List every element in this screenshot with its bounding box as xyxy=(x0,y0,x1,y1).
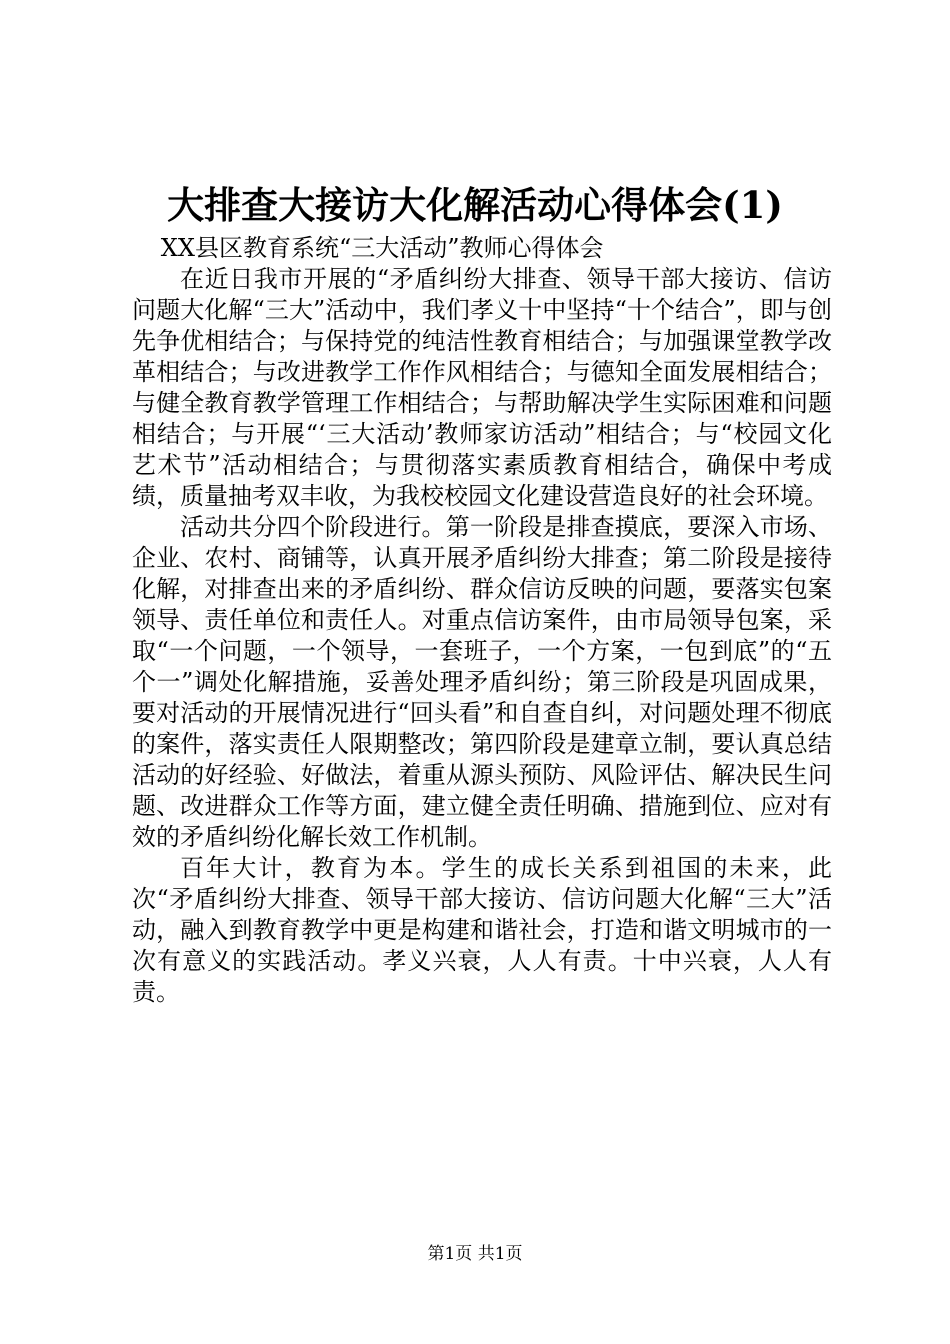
document-subtitle: XX县区教育系统“三大活动”教师心得体会 xyxy=(160,234,604,262)
document-title: 大排查大接访大化解活动心得体会(1) xyxy=(167,183,783,227)
body-paragraph-3: 百年大计，教育为本。学生的成长关系到祖国的未来，此次“矛盾纠纷大排查、领导干部大接访、信访问题大化解“三大”活动，融入到教育教学中更是构建和谐社会，打造和谐文明城市的一次有意义的实践活动。孝义兴衰，人人有责。十中兴衰，人人有责。 xyxy=(132,854,832,1006)
document-body xyxy=(132,233,832,1008)
body-paragraph-2: 活动共分四个阶段进行。第一阶段是排查摸底，要深入市场、企业、农村、商铺等，认真开展矛盾纠纷大排查；第二阶段是接待化解，对排查出来的矛盾纠纷、群众信访反映的问题，要落实包案领导、责任单位和责任人。对重点信访案件，由市局领导包案，采取“一个问题，一个领导，一套班子，一个方案，一包到底”的“五个一”调处化解措施，妥善处理矛盾纠纷；第三阶段是巩固成果，要对活动的开展情况进行“回头看”和自查自纠，对问题处理不彻底的案件，落实责任人限期整改；第四阶段是建章立制，要认真总结活动的好经验、好做法，着重从源头预防、风险评估、解决民生问题、改进群众工作等方面，建立健全责任明确、措施到位、应对有效的矛盾纠纷化解长效工作机制。 xyxy=(132,513,832,851)
body-paragraph-1: 在近日我市开展的“矛盾纠纷大排查、领导干部大接访、信访问题大化解“三大”活动中，我们孝义十中坚持“十个结合”，即与创先争优相结合；与保持党的纯洁性教育相结合；与加强课堂教学改革相结合；与改进教学工作作风相结合；与德知全面发展相结合；与健全教育教学管理工作相结合；与帮助解决学生实际困难和问题相结合；与开展“‘三大活动’教师家访活动”相结合；与“校园文化艺术节”活动相结合；与贯彻落实素质教育相结合，确保中考成绩，质量抽考双丰收，为我校校园文化建设营造良好的社会环境。 xyxy=(132,265,832,510)
page-number-footer: 第1页 共1页 xyxy=(427,1244,523,1264)
